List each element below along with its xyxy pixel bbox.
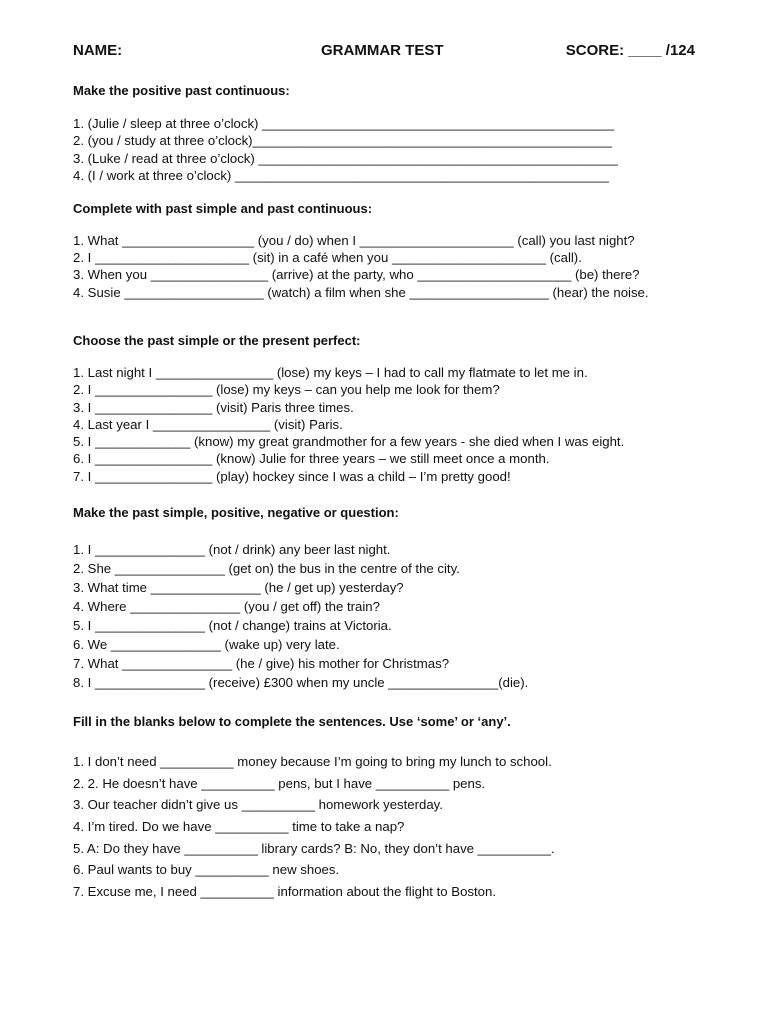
question-item: 3. What time _______________ (he / get up) yesterday? <box>73 580 404 595</box>
section-3-list <box>73 364 624 485</box>
section-1-heading: Make the positive past continuous: <box>73 83 290 98</box>
question-item: 3. I ________________ (visit) Paris three times. <box>73 399 354 415</box>
section-4-list <box>73 540 528 692</box>
question-item: 2. I ________________ (lose) my keys – can you help me look for them? <box>73 382 500 398</box>
question-item: 3. (Luke / read at three o’clock) _________________________________________________ <box>73 150 618 166</box>
page-title: GRAMMAR TEST <box>321 42 444 59</box>
question-item: 1. (Julie / sleep at three o’clock) ________________________________________________ <box>73 116 615 131</box>
question-item: 4. Susie ___________________ (watch) a film when she ___________________ (hear) the noise. <box>73 284 649 300</box>
question-item: 3. Our teacher didn’t give us __________ homework yesterday. <box>73 797 443 813</box>
score-label: SCORE: ____ /124 <box>565 42 695 59</box>
question-item: 7. Excuse me, I need __________ information about the flight to Boston. <box>73 884 497 900</box>
question-item: 1. I _______________ (not / drink) any beer last night. <box>73 542 391 557</box>
question-item: 5. I _____________ (know) my great grandmother for a few years - she died when I was eight. <box>73 434 625 450</box>
section-5-list <box>73 751 555 903</box>
question-item: 7. I ________________ (play) hockey since I was a child – I’m pretty good! <box>73 468 511 484</box>
question-item: 8. I _______________ (receive) £300 when my uncle _______________(die). <box>73 675 529 690</box>
section-4-heading: Make the past simple, positive, negative or question: <box>73 505 399 520</box>
section-5-heading: Fill in the blanks below to complete the sentences. Use ‘some’ or ‘any’. <box>73 714 511 729</box>
worksheet-header <box>73 42 695 64</box>
question-item: 1. Last night I ________________ (lose) my keys – I had to call my flatmate to let me in. <box>73 365 588 380</box>
question-item: 2. She _______________ (get on) the bus in the centre of the city. <box>73 561 460 576</box>
question-item: 4. I’m tired. Do we have __________ time to take a nap? <box>73 819 405 835</box>
question-item: 2. (you / study at three o’clock)_________________________________________________ <box>73 133 612 149</box>
question-item: 6. I ________________ (know) Julie for three years – we still meet once a month. <box>73 451 550 467</box>
question-item: 1. I don’t need __________ money because I’m going to bring my lunch to school. <box>73 754 552 769</box>
question-item: 2. I _____________________ (sit) in a café when you _____________________ (call). <box>73 250 582 266</box>
question-item: 5. I _______________ (not / change) trains at Victoria. <box>73 618 392 633</box>
question-item: 4. Where _______________ (you / get off) the train? <box>73 599 380 614</box>
question-item: 2. 2. He doesn’t have __________ pens, but I have __________ pens. <box>73 775 486 791</box>
question-item: 5. A: Do they have __________ library cards? B: No, they don’t have __________. <box>73 840 555 856</box>
question-item: 4. Last year I ________________ (visit) Paris. <box>73 416 343 432</box>
section-1-list <box>73 115 618 184</box>
name-label: NAME: <box>73 42 123 59</box>
question-item: 3. When you ________________ (arrive) at the party, who _____________________ (be) there? <box>73 267 640 283</box>
question-item: 6. We _______________ (wake up) very late. <box>73 637 340 652</box>
question-item: 7. What _______________ (he / give) his mother for Christmas? <box>73 656 450 671</box>
question-item: 4. (I / work at three o’clock) ___________________________________________________ <box>73 167 610 183</box>
question-item: 6. Paul wants to buy __________ new shoes. <box>73 862 340 878</box>
section-3-heading: Choose the past simple or the present perfect: <box>73 333 361 348</box>
section-2-heading: Complete with past simple and past continuous: <box>73 201 373 216</box>
question-item: 1. What __________________ (you / do) when I _____________________ (call) you last night? <box>73 233 635 248</box>
section-2-list <box>73 232 649 301</box>
